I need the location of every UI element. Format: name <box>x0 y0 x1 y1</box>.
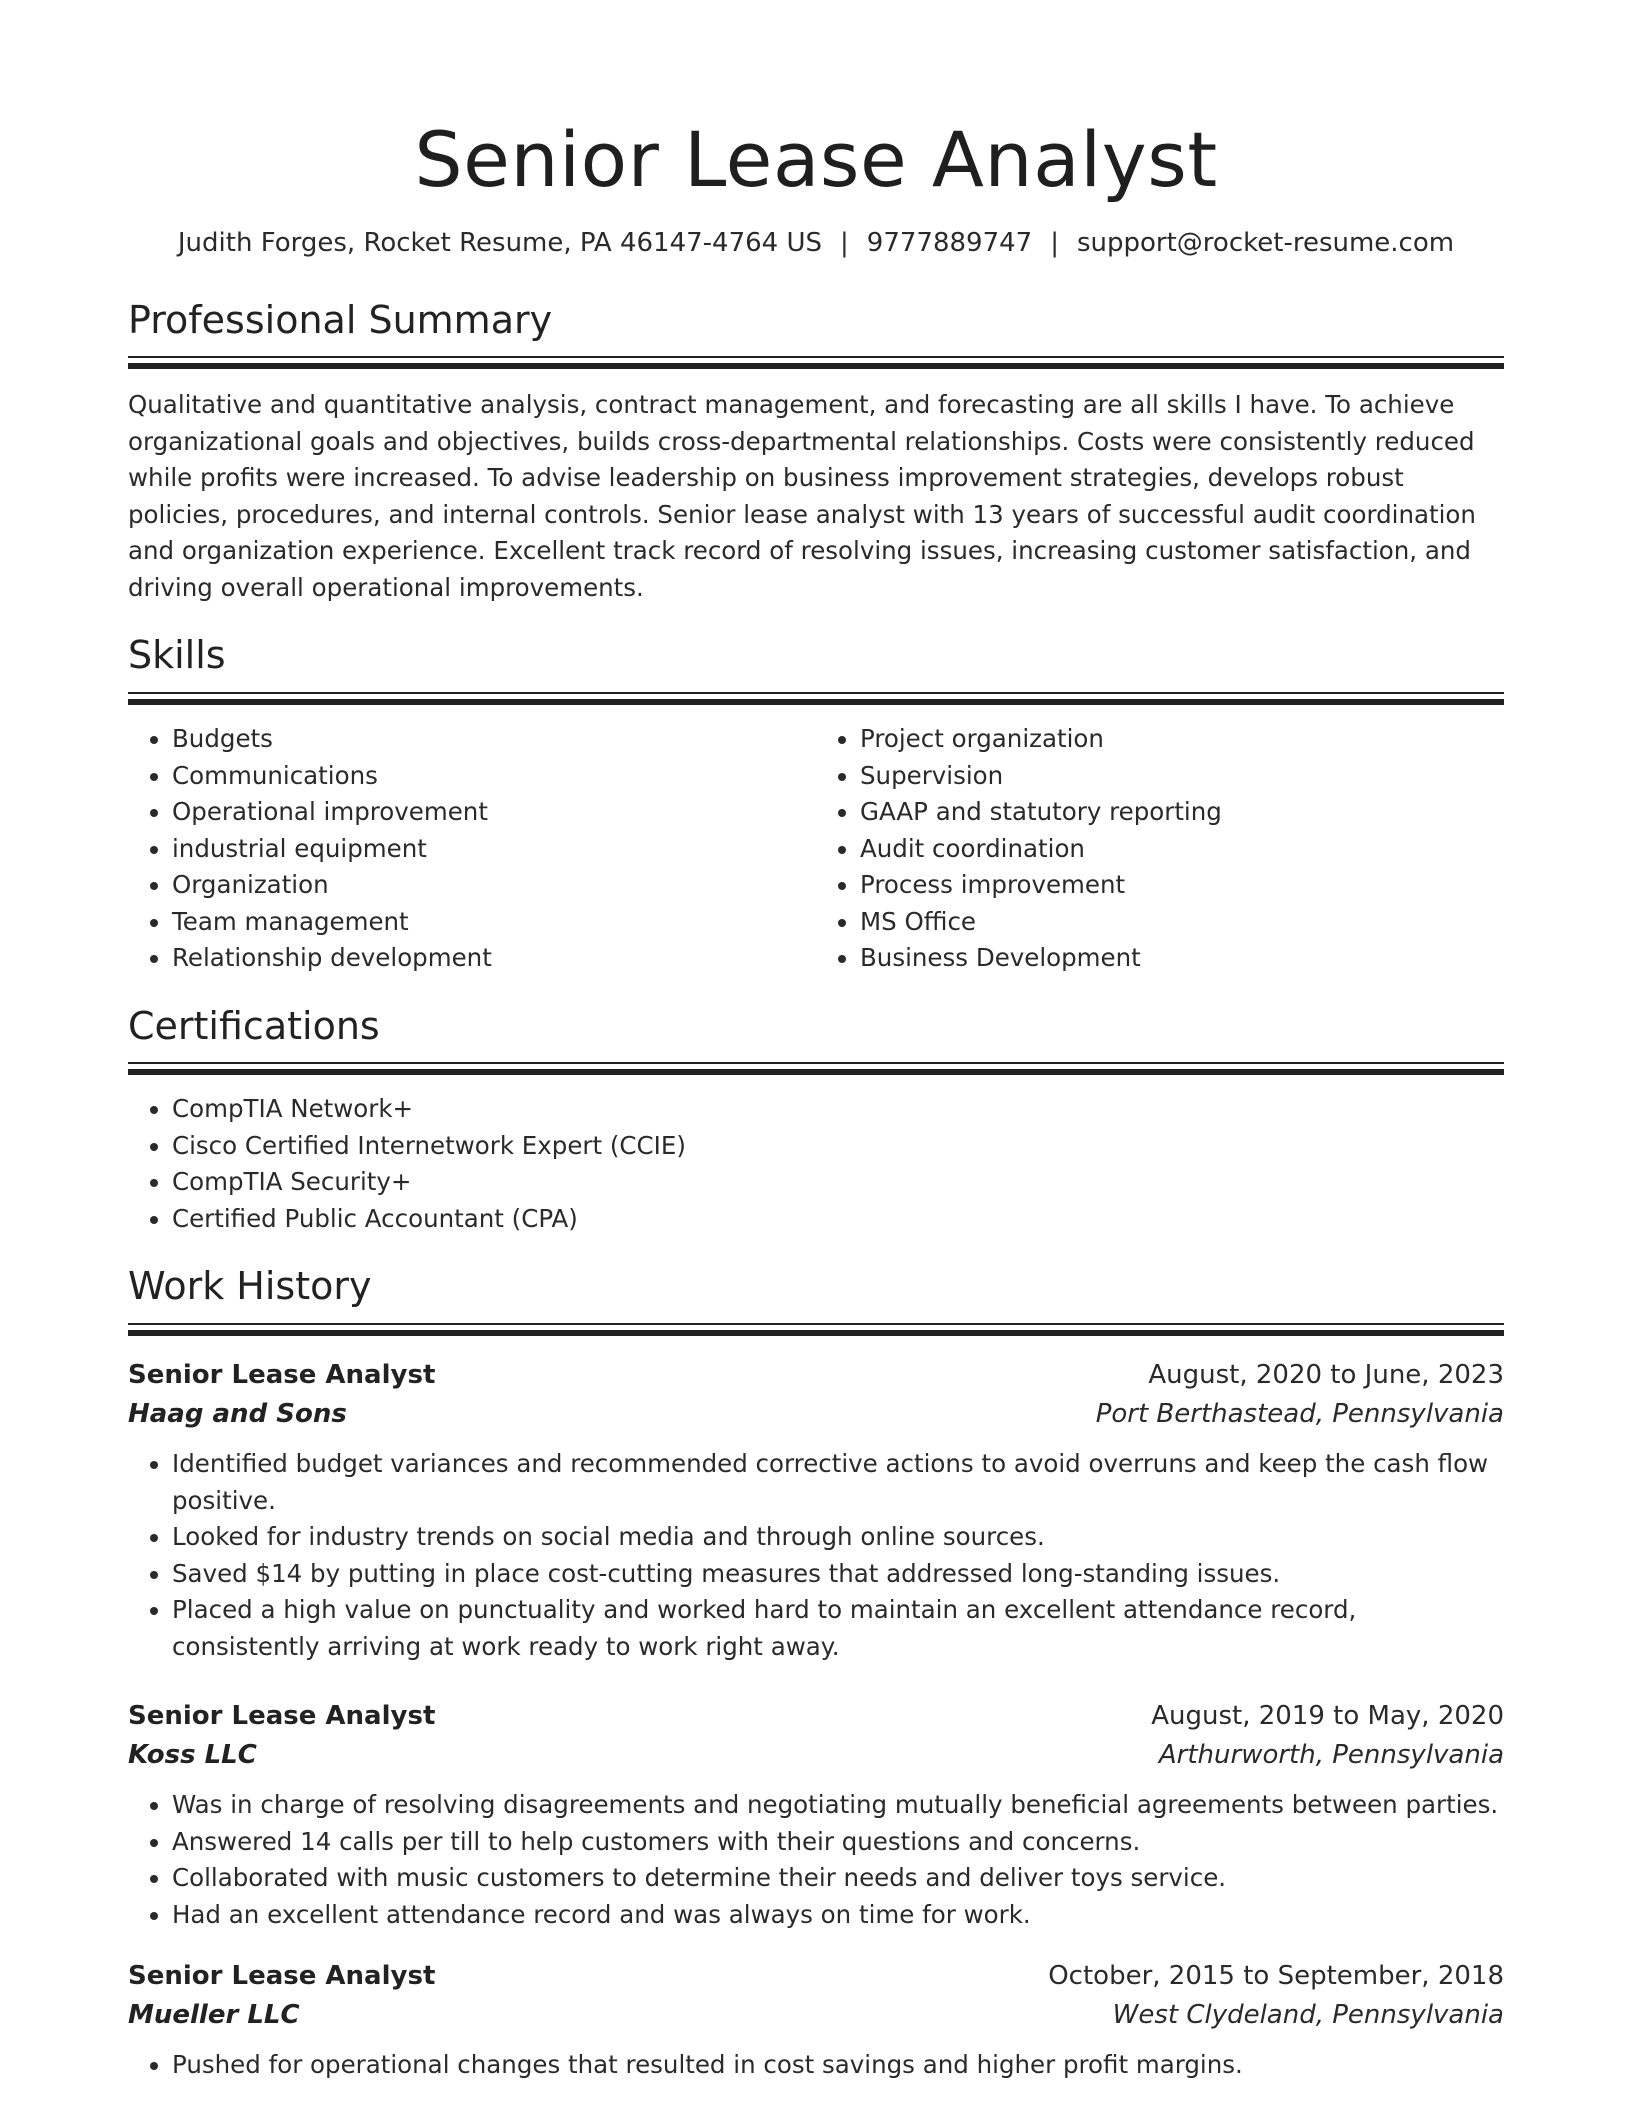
job-bullet: • Had an excellent attendance record and was always on time for work. <box>172 1897 1504 1934</box>
skills-grid <box>128 721 1504 977</box>
contact-line <box>128 228 1504 259</box>
job-bullets <box>128 2047 1504 2084</box>
work-history-heading: Work History <box>128 1264 372 1309</box>
job-bullet: • Saved $14 by putting in place cost-cutting measures that addressed long-standing issues. <box>172 1556 1504 1593</box>
skill-item: • industrial equipment <box>172 831 816 868</box>
skill-item: • Budgets <box>172 721 816 758</box>
job-title: Senior Lease Analyst <box>128 1701 436 1732</box>
job-entry <box>128 1697 1504 1933</box>
job-bullet: • Looked for industry trends on social media and through online sources. <box>172 1519 1504 1556</box>
certification-item: • Certified Public Accountant (CPA) <box>172 1201 1504 1238</box>
skill-item: • Relationship development <box>172 940 816 977</box>
summary-section <box>128 299 1504 607</box>
skill-item: • Supervision <box>860 758 1504 795</box>
job-bullet: • Collaborated with music customers to determine their needs and deliver toys service. <box>172 1860 1504 1897</box>
section-divider <box>128 1323 1504 1336</box>
job-dates: October, 2015 to September, 2018 <box>1048 1961 1504 1992</box>
certification-item: • Cisco Certified Internetwork Expert (CCIE) <box>172 1128 1504 1165</box>
summary-text: Qualitative and quantitative analysis, contract management, and forecasting are all skills I have. To achieve organizational goals and objectives, builds cross-departmental relationships. Costs were consistently reduced while profits were increased. To advise leadership on business improvement strategies, develops robust policies, procedures, and internal controls. Senior lease analyst with 13 years of successful audit coordination and organization experience. Excellent track record of resolving issues, increasing customer satisfaction, and driving overall operational improvements. <box>128 390 1476 602</box>
contact-phone: 9777889747 <box>866 227 1033 258</box>
skill-item: • MS Office <box>860 904 1504 941</box>
skill-item: • Operational improvement <box>172 794 816 831</box>
certification-item: • CompTIA Network+ <box>172 1091 1504 1128</box>
skill-item: • Team management <box>172 904 816 941</box>
job-dates: August, 2020 to June, 2023 <box>1148 1360 1504 1391</box>
job-bullet: • Placed a high value on punctuality and worked hard to maintain an excellent attendance record, consistently arriving at work ready to work right away. <box>172 1592 1504 1665</box>
section-divider <box>128 1062 1504 1075</box>
job-bullet: • Pushed for operational changes that resulted in cost savings and higher profit margins. <box>172 2047 1504 2084</box>
job-company: Haag and Sons <box>128 1399 347 1430</box>
contact-separator: | <box>840 227 849 258</box>
job-company-row <box>128 1395 1504 1434</box>
certifications-section <box>128 1005 1504 1238</box>
skills-heading: Skills <box>128 633 226 678</box>
skill-item: • Project organization <box>860 721 1504 758</box>
job-entry <box>128 1356 1504 1665</box>
job-location: West Clydeland, Pennsylvania <box>1112 2000 1504 2031</box>
skill-item: • Organization <box>172 867 816 904</box>
job-bullet: • Answered 14 calls per till to help customers with their questions and concerns. <box>172 1824 1504 1861</box>
job-bullet: • Identified budget variances and recommended corrective actions to avoid overruns and keep the cash flow positive. <box>172 1446 1504 1519</box>
job-bullet: • Was in charge of resolving disagreements and negotiating mutually beneficial agreements between parties. <box>172 1787 1504 1824</box>
job-company-row <box>128 1736 1504 1775</box>
job-location: Arthurworth, Pennsylvania <box>1158 1740 1504 1771</box>
job-bullets <box>128 1446 1504 1665</box>
certifications-list <box>128 1091 1504 1237</box>
skill-item: • Process improvement <box>860 867 1504 904</box>
job-company: Mueller LLC <box>128 2000 300 2031</box>
skills-section <box>128 634 1504 976</box>
job-header-row <box>128 1697 1504 1736</box>
job-company-row <box>128 1996 1504 2035</box>
contact-address: Judith Forges, Rocket Resume, PA 46147-4764 US <box>177 227 823 258</box>
certification-item: • CompTIA Security+ <box>172 1164 1504 1201</box>
job-location: Port Berthastead, Pennsylvania <box>1095 1399 1504 1430</box>
section-divider <box>128 356 1504 369</box>
job-entry <box>128 1957 1504 2084</box>
certifications-heading: Certifications <box>128 1003 380 1048</box>
skills-list-left <box>128 721 816 977</box>
skill-item: • Business Development <box>860 940 1504 977</box>
skills-list-right <box>816 721 1504 977</box>
job-company: Koss LLC <box>128 1740 257 1771</box>
skill-item: • Communications <box>172 758 816 795</box>
skill-item: • Audit coordination <box>860 831 1504 868</box>
skill-item: • GAAP and statutory reporting <box>860 794 1504 831</box>
section-divider <box>128 692 1504 705</box>
work-history-section <box>128 1265 1504 2083</box>
resume-title: Senior Lease Analyst <box>414 115 1218 204</box>
job-title: Senior Lease Analyst <box>128 1961 436 1992</box>
summary-heading: Professional Summary <box>128 297 553 342</box>
contact-separator: | <box>1050 227 1059 258</box>
job-title: Senior Lease Analyst <box>128 1360 436 1391</box>
job-dates: August, 2019 to May, 2020 <box>1151 1701 1504 1732</box>
job-header-row <box>128 1356 1504 1395</box>
job-bullets <box>128 1787 1504 1933</box>
job-header-row <box>128 1957 1504 1996</box>
contact-email: support@rocket-resume.com <box>1076 227 1455 258</box>
